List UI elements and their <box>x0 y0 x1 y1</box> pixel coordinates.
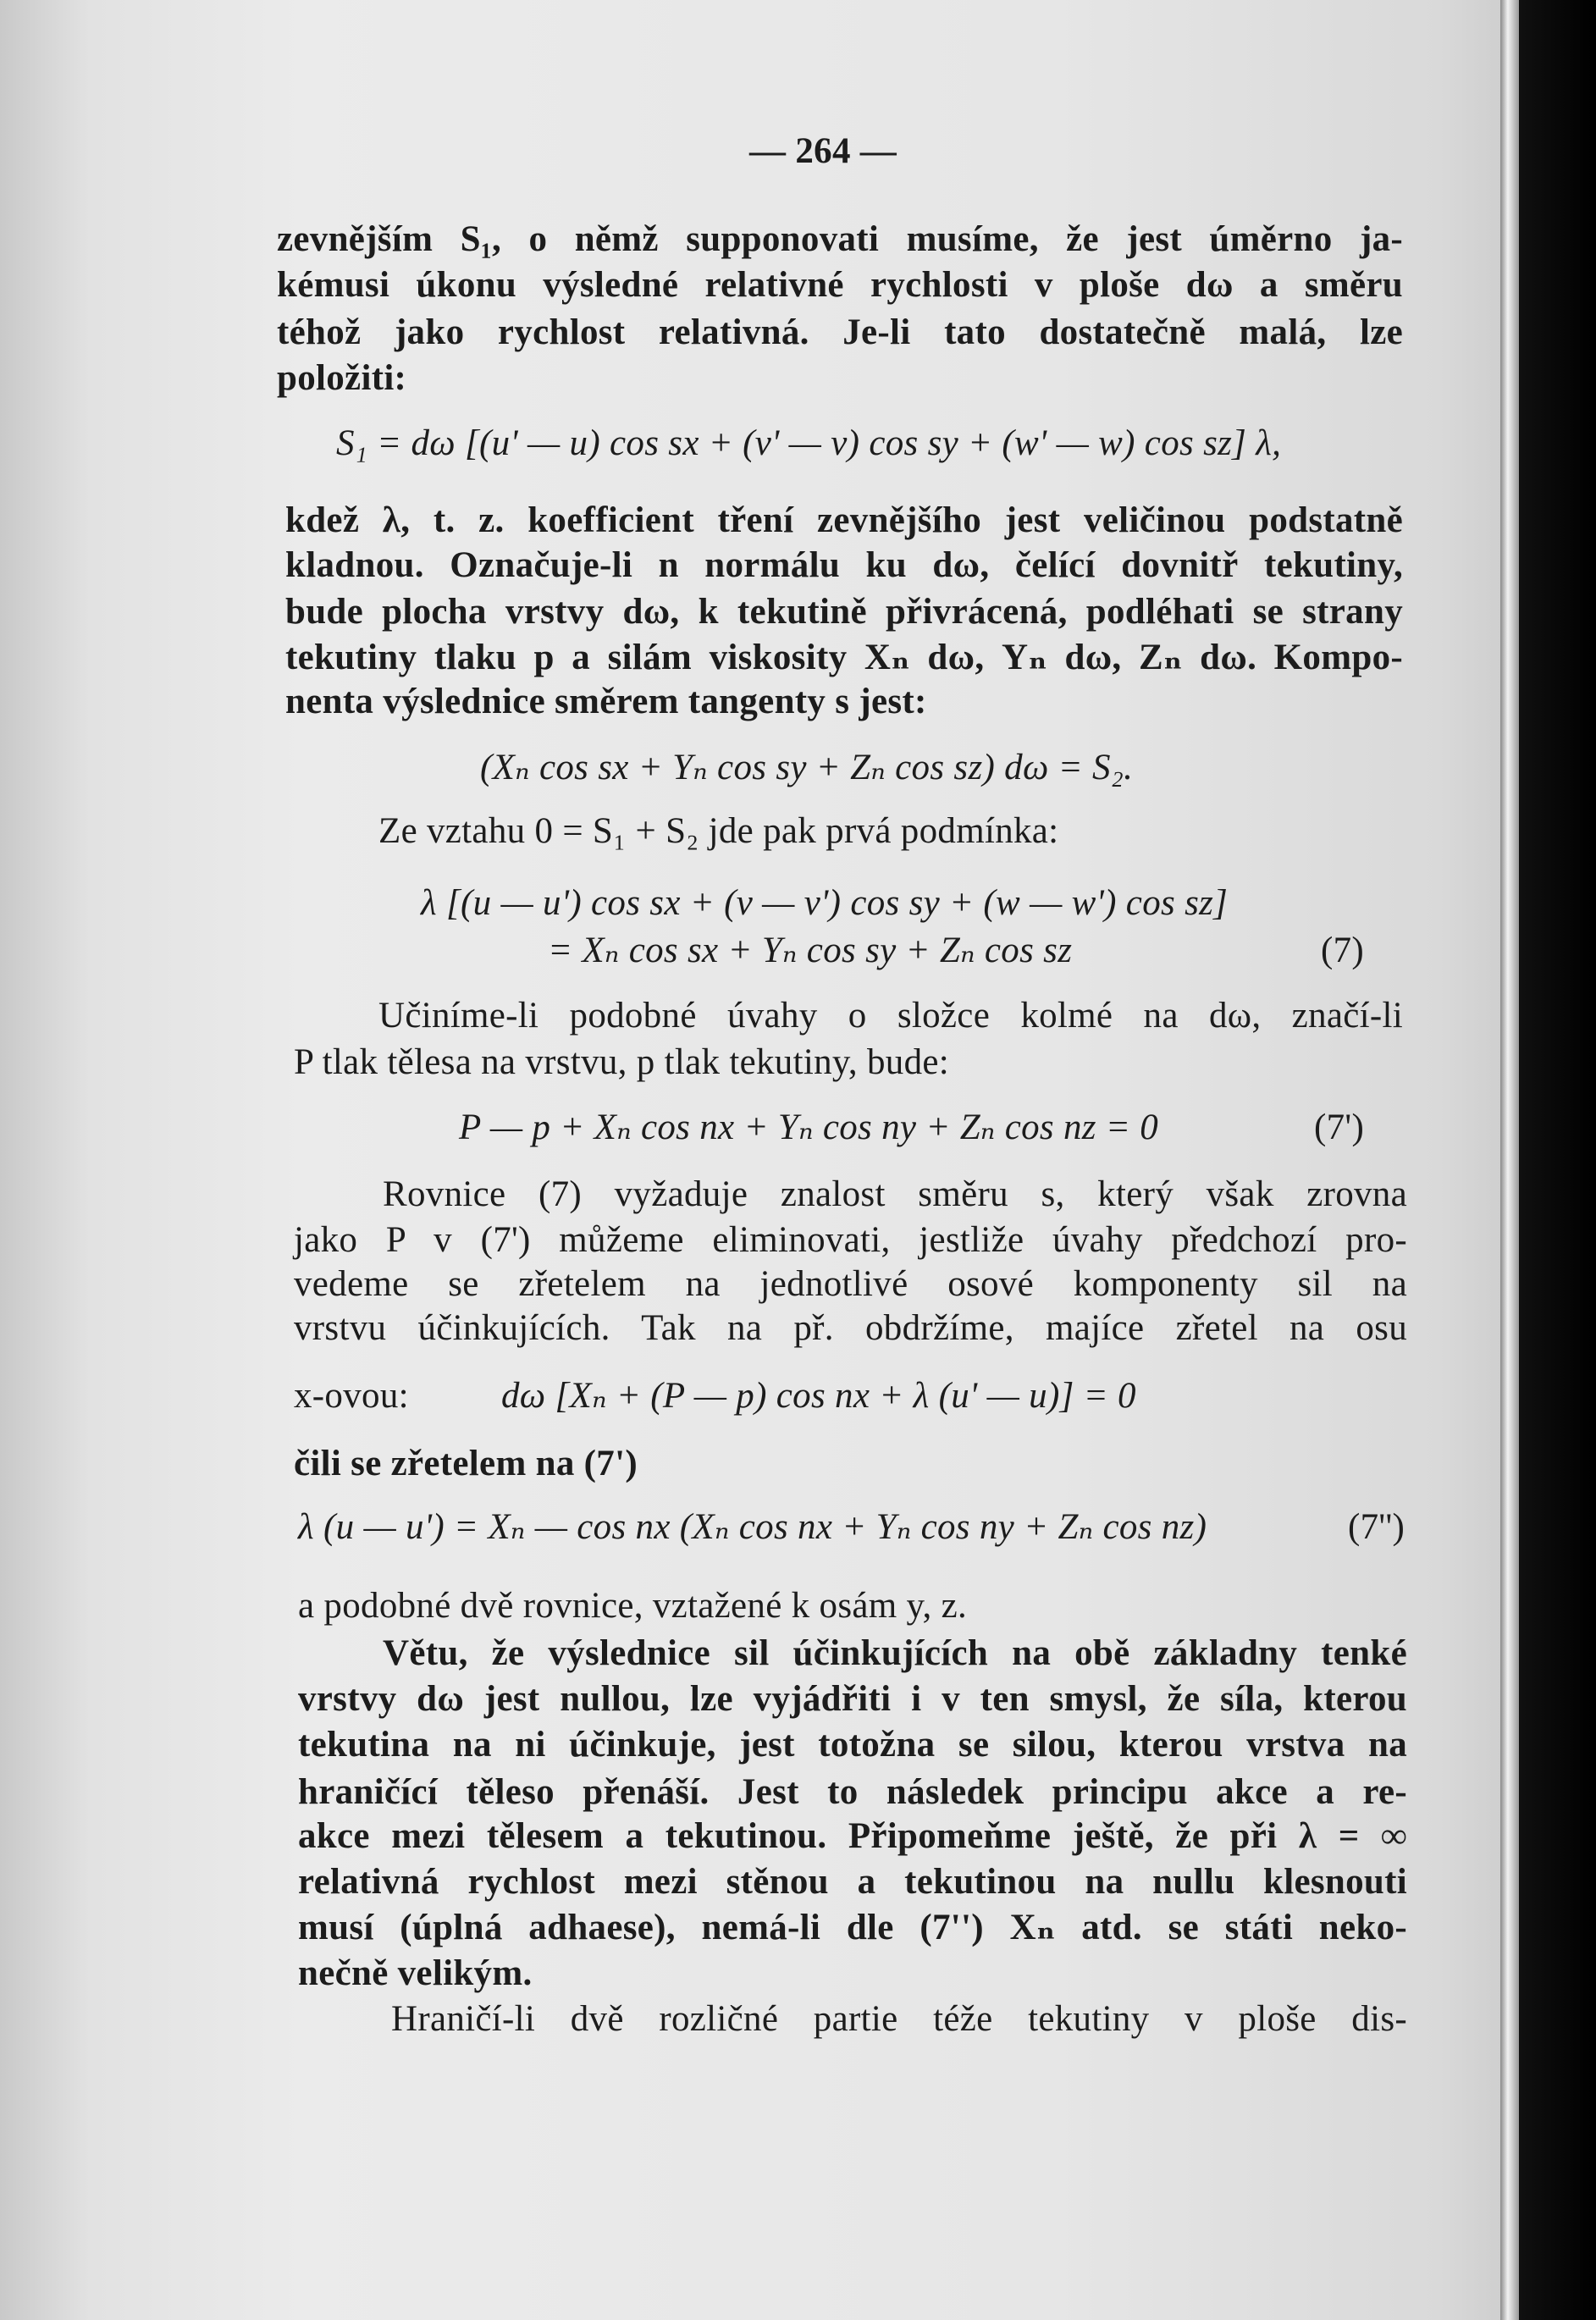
scan-edge <box>1519 0 1596 2320</box>
book-spine <box>1500 0 1519 2320</box>
equation-number: (7) <box>1321 931 1365 970</box>
page-number: — 264 — <box>749 131 897 171</box>
equation-number: (7') <box>1314 1108 1365 1147</box>
equation-number: (7'') <box>1348 1507 1405 1547</box>
equation: dω [Xₙ + (P — p) cos nx + λ (u' — u)] = 0 <box>501 1376 1136 1416</box>
